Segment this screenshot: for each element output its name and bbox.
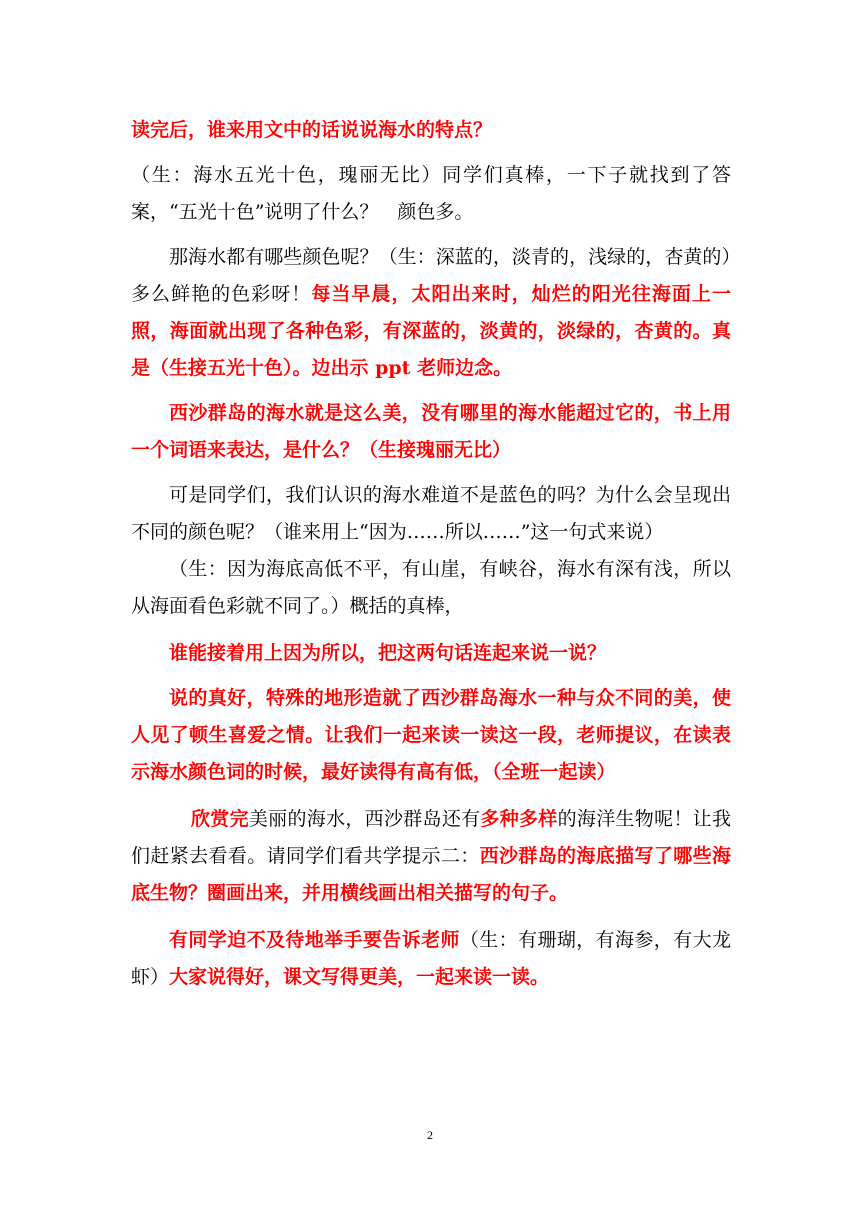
text-segment: 每当早晨，太阳出来时，灿烂的阳光往海面上一照，海面就出现了各种色彩，有深蓝的，淡黄的，淡绿的，杏黄的。真是（生接五光十色）。边出示 ppt 老师边念。 <box>131 283 731 379</box>
paragraph-sea-colors <box>131 239 731 387</box>
paragraph-students-answer-creatures <box>131 922 731 996</box>
text-segment: 美丽的海水，西沙群岛还有 <box>248 808 481 830</box>
text-segment: 谁能接着用上因为所以，把这两句话连起来说一说？ <box>169 642 607 664</box>
text-segment: 大家说得好，课文写得更美，一起来读一读。 <box>169 966 550 988</box>
text-segment: 西沙群岛的海水就是这么美，没有哪里的海水能超过它的，书上用一个词语来表达，是什么？（生接瑰丽无比） <box>131 402 731 461</box>
paragraph-magnificent <box>131 395 731 469</box>
paragraph-why-different-colors <box>131 477 731 551</box>
text-segment: 的海洋生物呢！让我们赶紧去看看。请同学们看共学提示二： <box>131 808 731 867</box>
text-segment: 西沙群岛的海底描写了哪些海底生物？圈画出来，并用横线画出相关描写的句子。 <box>131 845 731 904</box>
paragraph-sea-creatures <box>131 801 731 912</box>
text-segment: （生：海水五光十色，瑰丽无比）同学们真棒，一下子就找到了答案，“五光十色”说明了什么？ 颜色多。 <box>131 164 731 223</box>
text-segment: 说的真好，特殊的地形造就了西沙群岛海水一种与众不同的美，使人见了顿生喜爱之情。让我们一起来读一读这一段，老师提议，在读表示海水颜色词的时候，最好读得有高有低，（全班一起读） <box>131 687 731 783</box>
paragraph-student-answer-colorful <box>131 157 731 231</box>
text-segment: （生：因为海底高低不平，有山崖，有峡谷，海水有深有浅，所以从海面看色彩就不同了。）概括的真棒， <box>131 558 731 617</box>
paragraph-read-together <box>131 680 731 791</box>
page-number: 2 <box>427 1128 433 1142</box>
text-segment: 那海水都有哪些颜色呢？（生：深蓝的，淡青的，浅绿的，杏黄的）多么鲜艳的色彩呀！ <box>131 246 731 305</box>
text-segment: 多种多样 <box>480 808 558 830</box>
text-segment: 欣赏完 <box>191 808 249 830</box>
paragraph-connect-sentences <box>131 635 731 672</box>
paragraph-student-explanation <box>131 551 731 625</box>
text-segment: 有同学迫不及待地举手要告诉老师 <box>169 929 460 951</box>
text-segment: 可是同学们，我们认识的海水难道不是蓝色的吗？为什么会呈现出不同的颜色呢？（谁来用上“因为……所以……”这一句式来说） <box>131 484 731 543</box>
text-segment: 读完后，谁来用文中的话说说海水的特点？ <box>131 119 493 141</box>
paragraph-question-sea-features <box>131 112 731 149</box>
document-body <box>131 112 731 996</box>
text-segment: （生：有珊瑚，有海参，有大龙虾） <box>131 929 731 988</box>
